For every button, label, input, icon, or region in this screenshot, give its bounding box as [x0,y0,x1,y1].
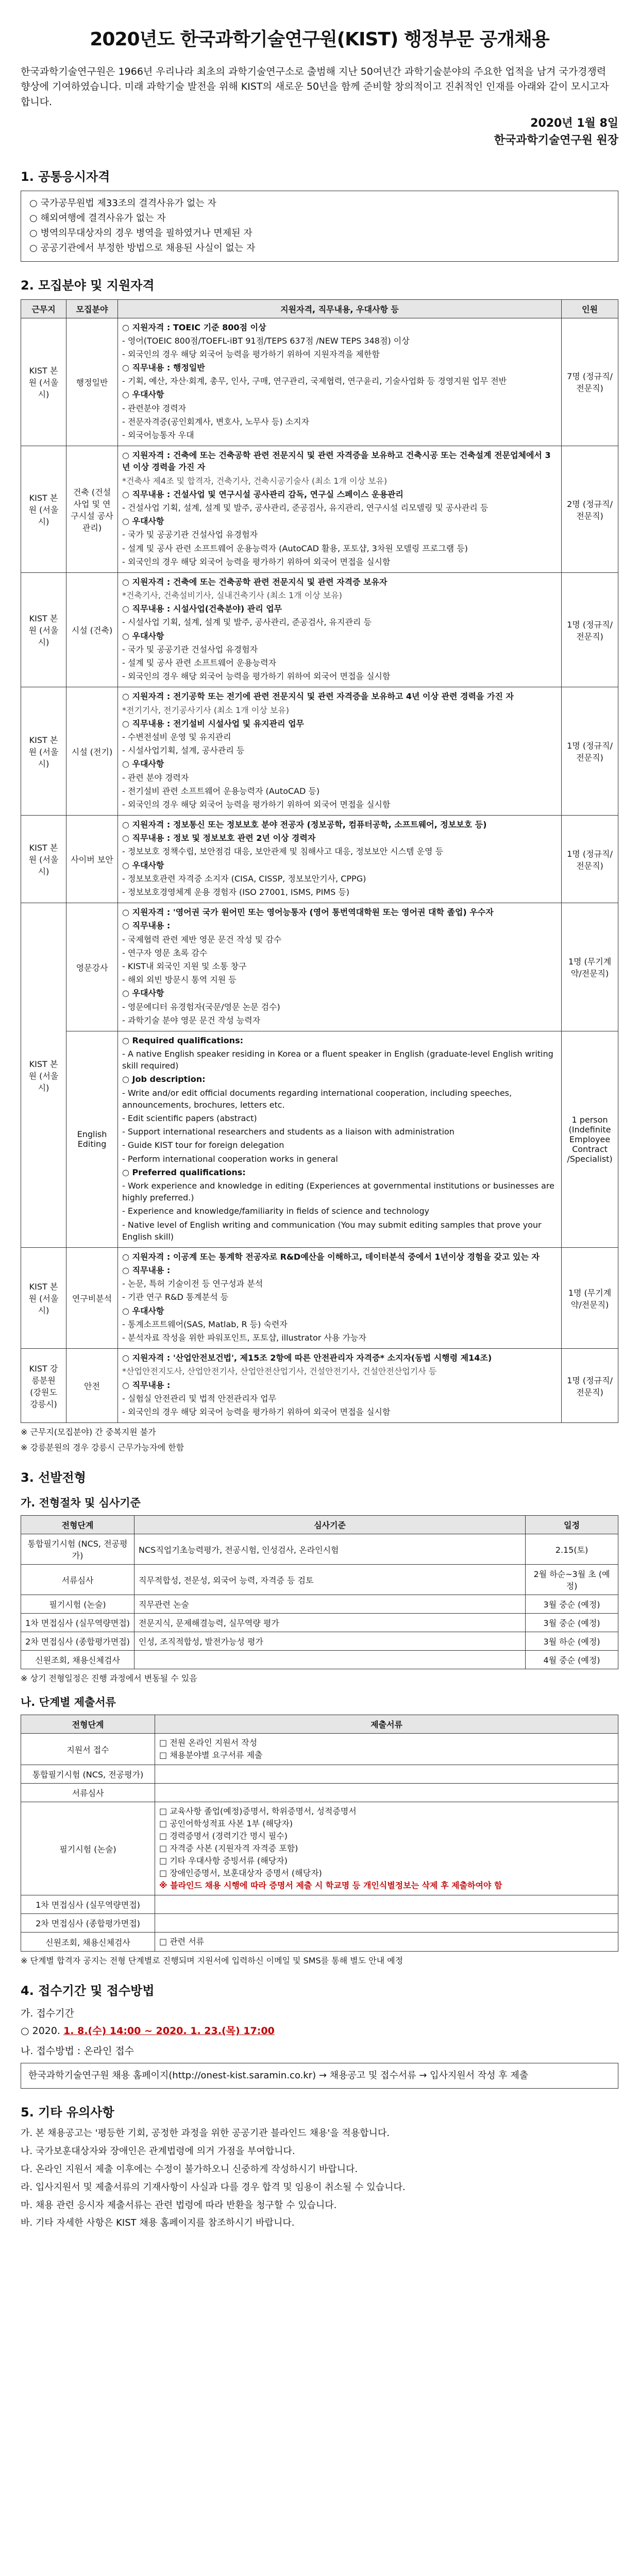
cell-stage: 서류심사 [21,1565,134,1595]
requirement-line: - Guide KIST tour for foreign delegation [122,1139,557,1151]
date-signature [21,115,618,149]
cell-count: 1명 (정규직/전문직) [562,687,618,816]
recruitment-notice [21,0,618,2255]
cell-location: KIST 강릉분원 (강원도 강릉시) [21,1349,66,1423]
subsection-3b: 나. 단계별 제출서류 [21,1696,116,1709]
requirement-line: ○ Preferred qualifications: [122,1166,557,1178]
table-row [21,1247,618,1348]
table-row [21,1632,618,1651]
table-row [21,1534,618,1565]
requirement-line: - 시설사업 기획, 설계, 설계 및 발주, 공사관리, 준공검사, 유지관리 등 [122,616,557,628]
requirement-line: - 정보보호경영체계 운용 경험자 (ISO 27001, ISMS, PIMS 등) [122,886,557,898]
org-signature: 한국과학기술연구원 원장 [494,134,618,147]
cell-requirements [118,1031,562,1247]
table-row [21,1895,618,1914]
doc-item: □ 자격증 사본 (지원자격 자격증 포함) [159,1843,298,1854]
requirement-line: ○ 지원자격 : 건축에 또는 건축공학 관련 전문지식 및 관련 자격증 보유자 [122,576,557,588]
table-row [21,1765,618,1784]
requirement-line: ○ 우대사항 [122,758,557,770]
requirement-line: - KIST내 외국인 지원 및 소통 창구 [122,960,557,972]
requirement-line: ○ 직무내용 : 정보 및 정보보호 관련 2년 이상 경력자 [122,832,557,844]
requirement-line: - 외국인의 경우 해당 외국어 능력을 평가하기 위하여 외국어 면접을 실시함 [122,670,557,682]
table-row [21,1349,618,1423]
note-item: 마. 채용 관련 응시자 제출서류는 관련 법령에 따라 반환을 청구할 수 있습니다. [21,2199,337,2211]
cell-doc-stage: 2차 면접심사 (종합평가면접) [21,1914,155,1933]
cell-requirements [118,903,562,1031]
doc-item: □ 공인어학성적표 사본 1부 (해당자) [159,1819,293,1829]
application-period [21,2005,618,2040]
cell-doc-stage: 서류심사 [21,1784,155,1802]
requirement-line: - 영어(TOEIC 800점/TOEFL-iBT 91점/TEPS 637점 /NEW TEPS 348점) 이상 [122,335,557,347]
cell-field: English Editing [66,1031,118,1247]
cell-count: 1명 (정규직/전문직) [562,1349,618,1423]
cell-doc-stage: 필기시험 (논술) [21,1802,155,1895]
requirement-line: - 수변전설비 운영 및 유지관리 [122,731,557,743]
cell-location: KIST 본원 (서울시) [21,318,66,446]
requirement-line: - 전문자격증(공인회계사, 변호사, 노무사 등) 소지자 [122,416,557,428]
qual-item: ○ 해외여행에 결격사유가 없는 자 [29,211,610,226]
requirement-line: ○ 직무내용 : 건설사업 및 연구시설 공사관리 감독, 연구실 스페이스 운용관리 [122,488,557,500]
documents-table [21,1715,618,1952]
cell-field: 사이버 보안 [66,816,118,903]
cell-criteria: 직무적합성, 전문성, 외국어 능력, 자격증 등 검토 [134,1565,526,1595]
cell-docs [155,1914,618,1933]
period-label: 가. 접수기간 [21,2008,74,2020]
documents-note: ※ 단계별 합격자 공지는 전형 단계별로 진행되며 지원서에 입력하신 이메일 및 SMS를 통해 별도 안내 예정 [21,1956,403,1966]
requirement-line: - 외국인의 경우 해당 외국어 능력을 평가하기 위하여 지원자격을 제한함 [122,348,557,360]
cell-schedule: 2월 하순~3월 초 (예정) [526,1565,618,1595]
cell-field: 행정일반 [66,318,118,446]
cell-stage: 통합필기시험 (NCS, 전공평가) [21,1534,134,1565]
cell-schedule: 4월 중순 (예정) [526,1651,618,1669]
requirement-line: - 영문에디터 유경험자(국문/영문 논문 검수) [122,1001,557,1013]
table-row [21,1595,618,1614]
notes-list [21,2126,618,2231]
requirement-line: *건축기사, 건축설비기사, 실내건축기사 (최소 1개 이상 보유) [122,590,342,601]
requirement-line: - A native English speaker residing in Korea or a fluent speaker in English (graduate-level English writing skill required) [122,1048,557,1072]
doc-item: □ 기타 우대사항 증빙서류 (해당자) [159,1856,288,1866]
requirement-line: - 해외 외빈 방문시 통역 지원 등 [122,974,557,986]
cell-count: 1명 (정규직/전문직) [562,816,618,903]
cell-requirements [118,687,562,816]
table-row [21,1651,618,1669]
table-row [21,1031,618,1247]
note-item: 바. 기타 자세한 사항은 KIST 채용 홈페이지를 참조하시기 바랍니다. [21,2217,295,2229]
requirement-line: - 분석자료 작성을 위한 파워포인트, 포토샵, illustrator 사용 가능자 [122,1332,557,1344]
note-item: 라. 입사지원서 및 제출서류의 기재사항이 사실과 다를 경우 합격 및 임용이 취소될 수 있습니다. [21,2181,406,2193]
cell-criteria: NCS직업기초능력평가, 전공시험, 인성검사, 온라인시험 [134,1534,526,1565]
cell-requirements [118,1247,562,1348]
subsection-3a: 가. 전형절차 및 심사기준 [21,1497,141,1510]
cell-schedule: 3월 하순 (예정) [526,1632,618,1651]
cell-docs [155,1802,618,1895]
doc-item: □ 장애인증명서, 보훈대상자 증명서 (해당자) [159,1868,322,1878]
cell-count: 1 person (Indefinite Employee Contract /Specialist) [562,1031,618,1247]
requirement-line: - 외국인의 경우 해당 외국어 능력을 평가하기 위하여 외국어 면접을 실시함 [122,799,557,810]
cell-count: 7명 (정규직/전문직) [562,318,618,446]
notice-date: 2020년 1월 8일 [530,117,618,130]
doc-warning: ※ 블라인드 채용 시행에 따라 증명서 제출 시 학교명 등 개인식별정보는 삭제 후 제출하여야 함 [159,1880,502,1891]
requirement-line: ○ 지원자격 : 이공계 또는 통계학 전공자로 R&D예산을 이해하고, 데이터분석 중에서 1년이상 경험을 갖고 있는 자 [122,1251,557,1263]
table-row [21,687,618,816]
requirement-line: - 국가 및 공공기관 건설사업 유경험자 [122,643,557,655]
positions-note: ※ 강릉분원의 경우 강릉시 근무가능자에 한함 [21,1443,184,1453]
table-row [21,1933,618,1952]
qual-item: ○ 공공기관에서 부정한 방법으로 채용된 사실이 없는 자 [29,241,610,256]
cell-field: 연구비분석 [66,1247,118,1348]
requirement-line: - 관련분야 경력자 [122,402,557,414]
cell-field: 안전 [66,1349,118,1423]
requirement-line: *산업안전지도사, 산업안전기사, 산업안전산업기사, 건설안전기사, 건설안전산업기사 등 [122,1366,437,1377]
requirement-line: ○ 우대사항 [122,987,557,999]
cell-stage: 필기시험 (논술) [21,1595,134,1614]
cell-criteria [134,1651,526,1669]
selection-process-table [21,1515,618,1669]
requirement-line: *전기기사, 전기공사기사 (최소 1개 이상 보유) [122,705,289,715]
cell-location: KIST 본원 (서울시) [21,903,66,1248]
cell-count: 1명 (무기계약/전문직) [562,1247,618,1348]
note-item: 나. 국가보훈대상자와 장애인은 관계법령에 의거 가점을 부여합니다. [21,2146,295,2157]
cell-docs [155,1734,618,1765]
table-row [21,1565,618,1595]
requirement-line: - 국제협력 관련 제반 영문 문건 작성 및 감수 [122,934,557,945]
application-method-label: 나. 접수방법 : 온라인 접수 [21,2045,134,2057]
cell-schedule: 3월 중순 (예정) [526,1595,618,1614]
col-count: 인원 [562,299,618,318]
requirement-line: - 설계 및 공사 관련 소프트웨어 운용능력자 [122,657,557,669]
requirement-line: ○ 지원자격 : TOEIC 기준 800점 이상 [122,321,557,333]
requirement-line: - 외국인의 경우 해당 외국어 능력을 평가하기 위하여 외국어 면접을 실시함 [122,1406,557,1418]
cell-requirements [118,572,562,687]
requirement-line: - Edit scientific papers (abstract) [122,1112,557,1124]
doc-item: □ 경력증명서 (경력기간 명시 필수) [159,1831,288,1841]
cell-count: 2명 (정규직/전문직) [562,446,618,573]
requirement-line: ○ 지원자격 : 정보통신 또는 정보보호 분야 전공자 (정보공학, 컴퓨터공학, 소프트웨어, 정보보호 등) [122,819,557,831]
requirement-line: - Support international researchers and students as a liaison with administration [122,1126,557,1138]
intro-paragraph: 한국과학기술연구원은 1966년 우리나라 최초의 과학기술연구소로 출범해 지난 50여년간 과학기술분야의 주요한 업적을 남겨 국가경쟁력 향상에 기여하였습니다. 미래 과학기술 발전을 위해 KIST의 새로운 50년을 함께 준비할 창의적이고 진취적인 인재를 아래와 같이 모시고자 합니다. [21,66,609,108]
requirement-line: - 건설사업 기획, 설계, 설계 및 발주, 공사관리, 준공검사, 유지관리, 연구시설 리모델링 및 공사관리 등 [122,502,557,514]
requirement-line: ○ 지원자격 : 건축에 또는 건축공학 관련 전문지식 및 관련 자격증을 보유하고 건축시공 또는 건축설계 전문업체에서 3년 이상 경력을 가진 자 [122,449,557,473]
requirement-line: *건축사 제4조 및 합격자, 건축기사, 건축시공기술사 (최소 1개 이상 보유) [122,476,388,486]
note-item: 다. 온라인 지원서 제출 이후에는 수정이 불가하오니 신중하게 작성하시기 바랍니다. [21,2164,358,2175]
requirement-line: ○ 직무내용 : [122,1264,557,1276]
requirement-line: ○ 직무내용 : 시설사업(건축분야) 관리 업무 [122,603,557,615]
positions-table [21,299,618,1423]
qual-item: ○ 국가공무원법 제33조의 결격사유가 없는 자 [29,196,610,211]
table-row [21,816,618,903]
cell-field: 영문강사 [66,903,118,1031]
requirement-line: - 실험실 안전관리 및 법적 안전관리자 업무 [122,1393,557,1404]
requirement-line: ○ 지원자격 : 전기공학 또는 전기에 관련 전문지식 및 관련 자격증을 보유하고 4년 이상 관련 경력을 가진 자 [122,690,557,702]
positions-note: ※ 근무지(모집분야) 간 중복지원 불가 [21,1427,156,1437]
cell-stage: 신원조회, 채용신체검사 [21,1651,134,1669]
cell-criteria: 전문지식, 문제해결능력, 실무역량 평가 [134,1614,526,1632]
requirement-line: - 연구자 영문 초록 감수 [122,947,557,959]
requirement-line: ○ 직무내용 : [122,1379,557,1391]
requirement-line: - Work experience and knowledge in editing (Experiences at governmental institutions or businesses are highly preferred.) [122,1180,557,1204]
cell-count: 1명 (정규직/전문직) [562,572,618,687]
doc-item: □ 채용분야별 요구서류 제출 [159,1750,263,1760]
requirement-line: - 시설사업기획, 설계, 공사관리 등 [122,744,557,756]
cell-docs [155,1784,618,1802]
cell-doc-stage: 통합필기시험 (NCS, 전공평가) [21,1765,155,1784]
section-4-title: 4. 접수기간 및 접수방법 [21,1984,155,1998]
section-1-title: 1. 공통응시자격 [21,170,110,184]
cell-docs [155,1933,618,1952]
cell-doc-stage: 신원조회, 채용신체검사 [21,1933,155,1952]
cell-requirements [118,318,562,446]
requirement-line: ○ 직무내용 : 행정일반 [122,362,557,374]
section-5-title: 5. 기타 유의사항 [21,2105,114,2120]
table-row [21,1802,618,1895]
period-value: 1. 8.(수) 14:00 ~ 2020. 1. 23.(목) 17:00 [63,2025,275,2037]
cell-field: 시설 (전기) [66,687,118,816]
cell-schedule: 3월 중순 (예정) [526,1614,618,1632]
requirement-line: - 외국어능통자 우대 [122,429,557,441]
cell-stage: 2차 면접심사 (종합평가면접) [21,1632,134,1651]
doc-item: □ 교육사항 졸업(예정)증명서, 학위증명서, 성적증명서 [159,1806,357,1817]
period-prefix: ○ 2020. [21,2025,61,2037]
col-doc-stage: 전형단계 [21,1715,155,1734]
requirement-line: - 국가 및 공공기관 건설사업 유경험자 [122,529,557,540]
section-2-title: 2. 모집분야 및 지원자격 [21,278,155,293]
requirement-line: ○ 우대사항 [122,1305,557,1317]
common-qualifications [21,191,618,261]
requirement-line: ○ 지원자격 : '영어권 국가 원어민 또는 영어능통자 (영어 통번역대학원 또는 영어권 대학 졸업) 우수자 [122,906,557,918]
cell-requirements [118,816,562,903]
requirement-line: ○ 직무내용 : 전기설비 시설사업 및 유지관리 업무 [122,718,557,730]
table-row [21,1914,618,1933]
requirement-line: - 관련 분야 경력자 [122,772,557,784]
doc-item: □ 전원 온라인 지원서 작성 [159,1738,258,1748]
requirement-line: - 기관 연구 R&D 통계분석 등 [122,1291,557,1303]
cell-schedule: 2.15(토) [526,1534,618,1565]
cell-location: KIST 본원 (서울시) [21,446,66,573]
table-row [21,903,618,1031]
cell-count: 1명 (무기계약/전문직) [562,903,618,1031]
table-row [21,1614,618,1632]
cell-docs [155,1895,618,1914]
cell-location: KIST 본원 (서울시) [21,1247,66,1348]
period-line [21,2022,618,2040]
section-3-title: 3. 선발전형 [21,1470,86,1485]
requirement-line: - Write and/or edit official documents regarding international cooperation, including speeches, announcements, brochures, letters etc. [122,1087,557,1111]
requirement-line: - 전기설비 관련 소프트웨어 운용능력자 (AutoCAD 등) [122,785,557,797]
requirement-line: ○ 지원자격 : '산업안전보건법', 제15조 2항에 따른 안전관리자 자격증* 소지자(동법 시행령 제14조) [122,1352,557,1364]
table-row [21,446,618,573]
requirement-line: ○ 우대사항 [122,630,557,642]
requirement-line: - Perform international cooperation works in general [122,1153,557,1165]
page-title: 2020년도 한국과학기술연구원(KIST) 행정부문 공개채용 [90,29,549,50]
cell-criteria: 직무관련 논술 [134,1595,526,1614]
col-field: 모집분야 [66,299,118,318]
requirement-line: - 통계소프트웨어(SAS, Matlab, R 등) 숙련자 [122,1318,557,1330]
requirement-line: ○ Required qualifications: [122,1035,557,1046]
table-row [21,318,618,446]
doc-item: □ 관련 서류 [159,1937,205,1947]
process-note: ※ 상기 전형일정은 진행 과정에서 변동될 수 있음 [21,1673,197,1684]
requirement-line: ○ Job description: [122,1073,557,1085]
cell-doc-stage: 지원서 접수 [21,1734,155,1765]
cell-field: 시설 (건축) [66,572,118,687]
requirement-line: - 논문, 특허 기술이전 등 연구성과 분석 [122,1278,557,1290]
cell-location: KIST 본원 (서울시) [21,687,66,816]
cell-docs [155,1765,618,1784]
cell-requirements [118,446,562,573]
requirement-line: - 정보보호관련 자격증 소지자 (CISA, CISSP, 정보보안기사, CPPG) [122,873,557,885]
col-requirements: 지원자격, 직무내용, 우대사항 등 [118,299,562,318]
application-method-box: 한국과학기술연구원 채용 홈페이지(http://onest-kist.saramin.co.kr) → 채용공고 및 접수서류 → 입사지원서 작성 후 제출 [21,2063,618,2089]
qual-item: ○ 병역의무대상자의 경우 병역을 필하였거나 면제된 자 [29,226,610,241]
cell-stage: 1차 면접심사 (실무역량면접) [21,1614,134,1632]
col-schedule: 일정 [526,1516,618,1534]
requirement-line: ○ 우대사항 [122,859,557,871]
requirement-line: - Native level of English writing and communication (You may submit editing samples that prove your English skill) [122,1219,557,1243]
table-row [21,1784,618,1802]
requirement-line: - Experience and knowledge/familiarity in fields of science and technology [122,1205,557,1217]
requirement-line: - 외국인의 경우 해당 외국어 능력을 평가하기 위하여 외국어 면접을 실시함 [122,556,557,568]
cell-field: 건축 (건설사업 및 연구시설 공사관리) [66,446,118,573]
cell-requirements [118,1349,562,1423]
col-criteria: 심사기준 [134,1516,526,1534]
cell-location: KIST 본원 (서울시) [21,816,66,903]
cell-criteria: 인성, 조직적합성, 발전가능성 평가 [134,1632,526,1651]
col-docs: 제출서류 [155,1715,618,1734]
note-item: 가. 본 채용공고는 '평등한 기회, 공정한 과정을 위한 공공기관 블라인드 채용'을 적용합니다. [21,2128,390,2139]
col-stage: 전형단계 [21,1516,134,1534]
requirement-line: - 과학기술 분야 영문 문건 작성 능력자 [122,1014,557,1026]
cell-location: KIST 본원 (서울시) [21,572,66,687]
requirement-line: - 기획, 예산, 자산·회계, 총무, 인사, 구매, 연구관리, 국제협력, 연구윤리, 기술사업화 등 경영지원 업무 전반 [122,375,557,387]
requirement-line: ○ 우대사항 [122,388,557,400]
table-row [21,1734,618,1765]
requirement-line: - 설계 및 공사 관련 소프트웨어 운용능력자 (AutoCAD 활용, 포토샵, 3차원 모델링 프로그램 등) [122,543,557,554]
table-row [21,572,618,687]
requirement-line: - 정보보호 정책수립, 보안점검 대응, 보안관제 및 침해사고 대응, 정보보안 시스템 운영 등 [122,845,557,857]
cell-doc-stage: 1차 면접심사 (실무역량면접) [21,1895,155,1914]
requirement-line: ○ 우대사항 [122,515,557,527]
requirement-line: ○ 직무내용 : [122,920,557,931]
col-location: 근무지 [21,299,66,318]
